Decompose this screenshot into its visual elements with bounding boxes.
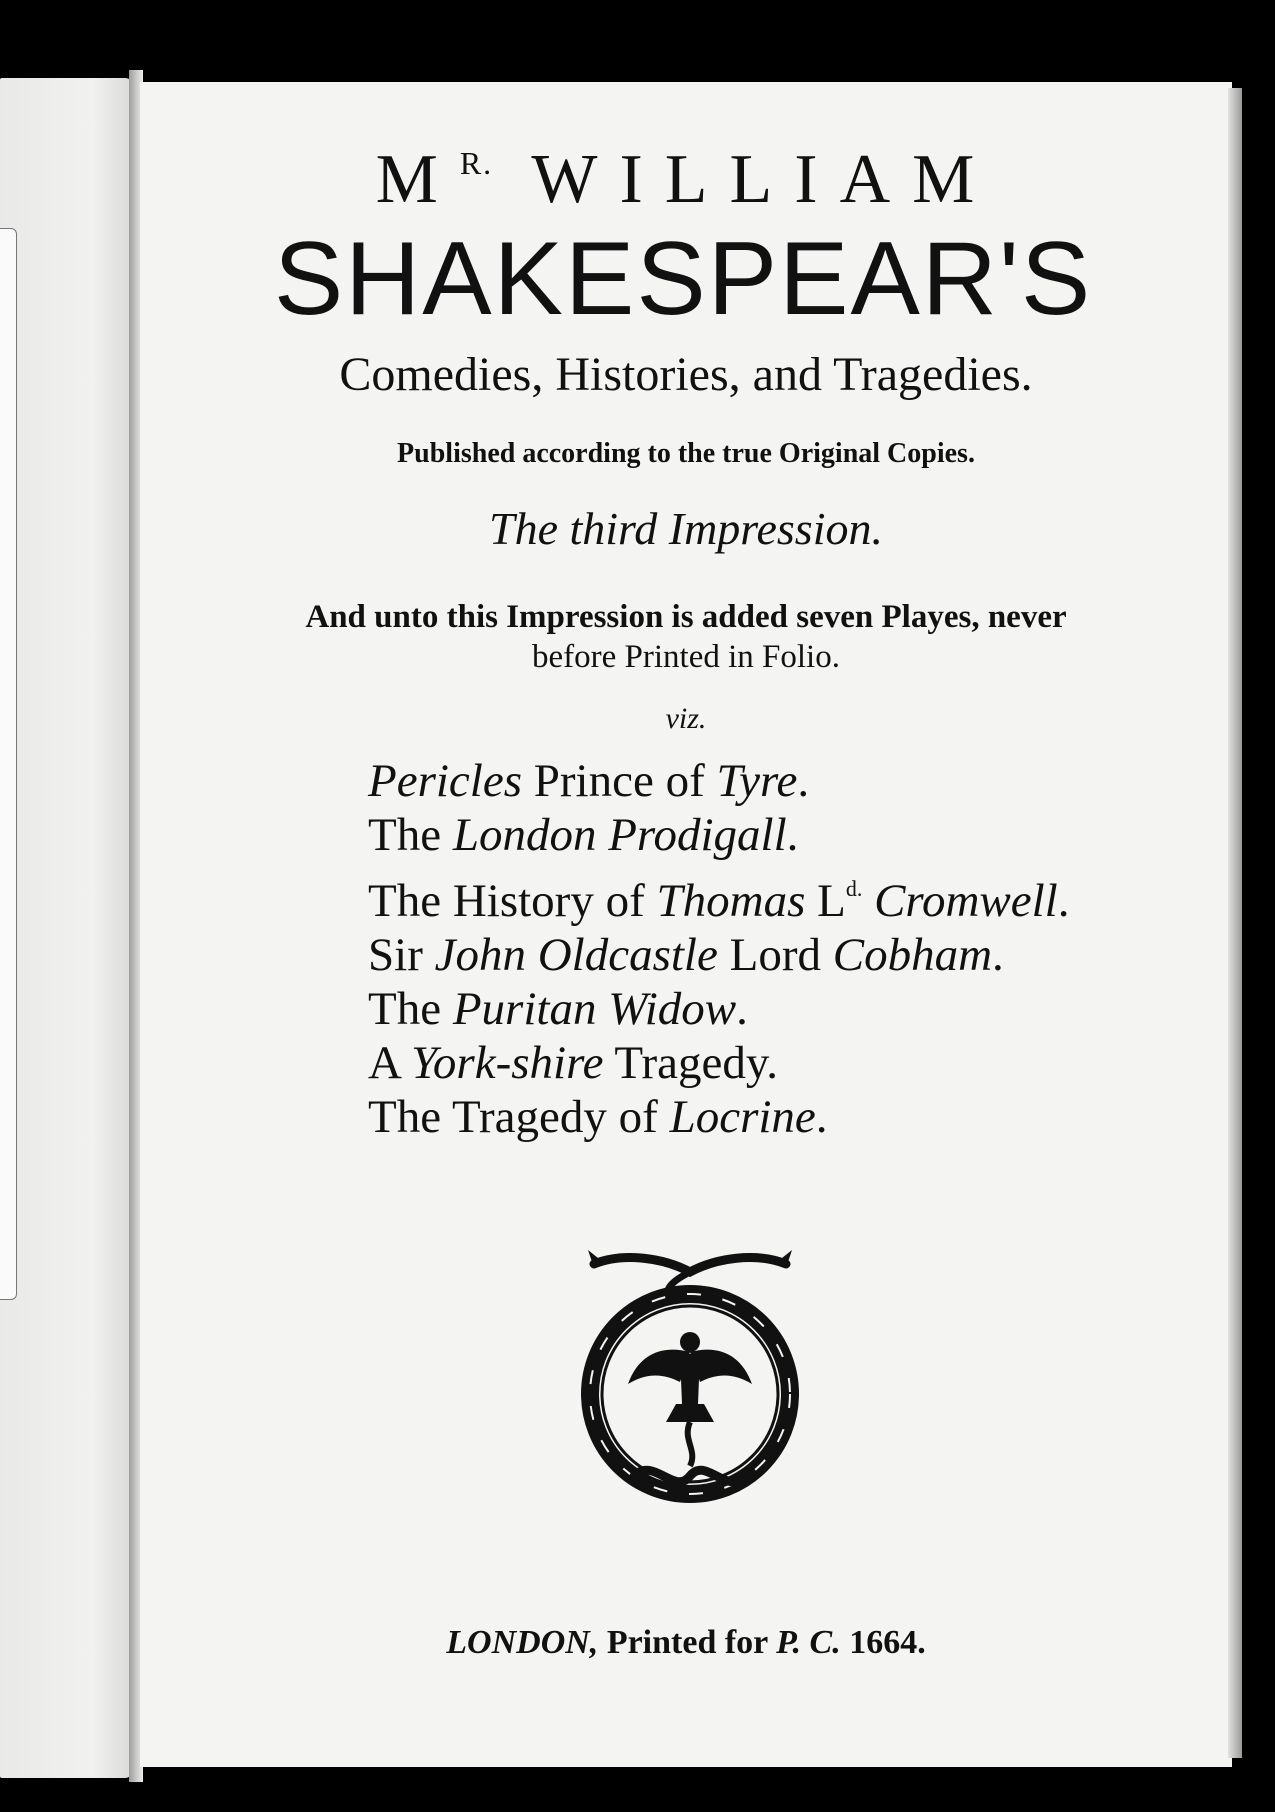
author-prefix: M [375,141,460,218]
imprint-text: Printed for [598,1624,777,1661]
author-prefix-sup: R. [459,145,494,181]
added-plays-line-1: And unto this Impression is added seven Playes, never [305,599,1067,635]
author-first-name: WILLIAM [531,141,997,218]
book-title: SHAKESPEAR'S [273,221,1093,337]
impression-line: The third Impression. [489,503,883,554]
play-item: The Tragedy of Locrine. [368,1091,828,1143]
added-plays-line-2: before Printed in Folio. [532,639,840,675]
subtitle: Comedies, Histories, and Tragedies. [339,348,1033,401]
imprint-place: LONDON, [446,1624,599,1661]
play-item: A York-shire Tragedy. [368,1037,779,1089]
published-note: Published according to the true Original Copies. [397,438,975,469]
eagle-serpent-wreath-device-icon [564,1244,816,1516]
play-item: The History of Thomas $L^{d.}$ Cromwell. [368,875,1070,927]
imprint [140,1624,1232,1662]
title-page [140,82,1232,1767]
facing-page-insert [0,228,17,1300]
viz-label: viz. [665,702,707,735]
imprint-printer: P. C. [776,1624,841,1661]
page-edge [1228,88,1242,1758]
author-line [140,140,1232,220]
play-item: The London Prodigall. [368,809,799,861]
play-item: The Puritan Widow. [368,983,748,1035]
imprint-year: 1664. [840,1624,926,1661]
play-item: Sir John Oldcastle Lord Cobham. [368,929,1004,981]
play-item: Pericles Prince of Tyre. [368,755,810,807]
play-list [368,754,1070,1144]
facing-page [0,78,133,1778]
